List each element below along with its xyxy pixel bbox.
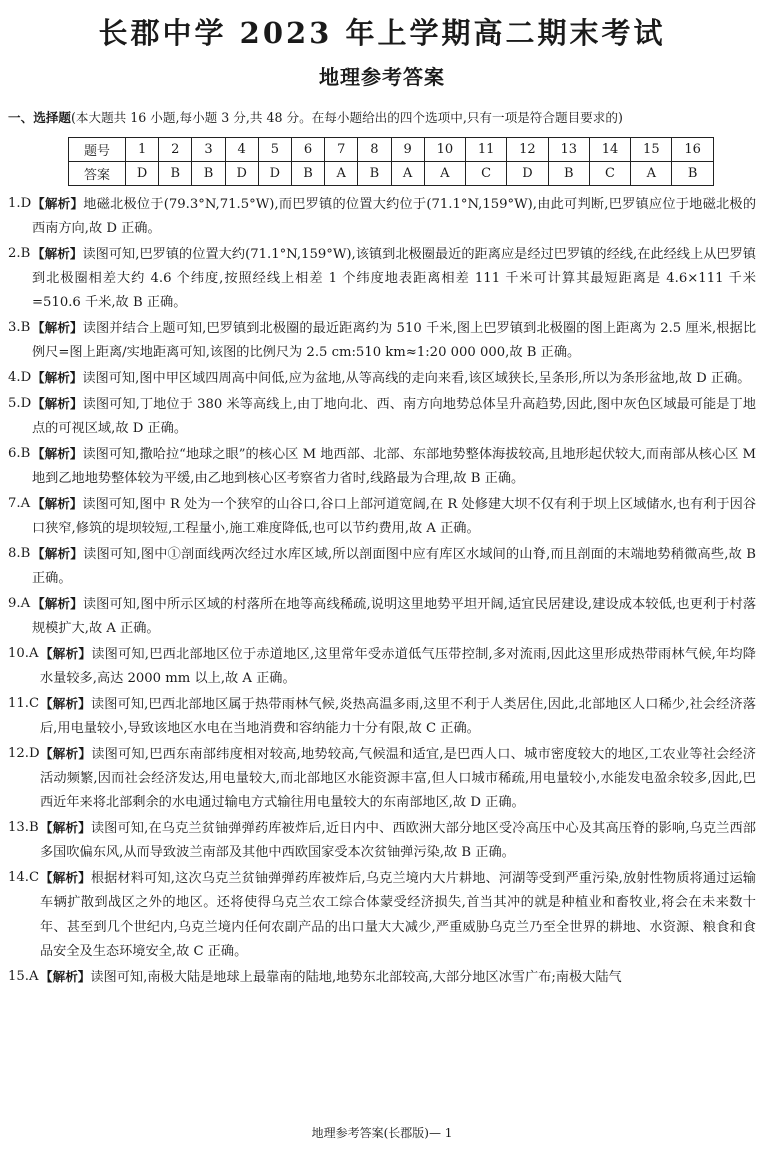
analysis-list [8,192,756,990]
item-text: 读图可知,南极大陆是地球上最靠南的陆地,地势东北部较高,大部分地区冰雪广布;南极大陆气 [90,969,622,985]
answer-cell: C [465,162,506,186]
analysis-tag: 【解析】 [32,370,83,386]
item-number: 10.A [8,646,39,661]
analysis-item [8,242,756,316]
item-number: 1.D [8,196,32,211]
analysis-item [8,316,756,365]
answer-cell: B [358,162,391,186]
item-number: 2.B [8,246,31,261]
answer-cell: B [672,162,713,186]
analysis-tag: 【解析】 [40,646,92,661]
analysis-tag: 【解析】 [32,396,83,411]
page-title: 长郡中学 2023 年上学期高二期末考试 [98,16,666,50]
analysis-tag: 【解析】 [32,320,83,336]
item-text: 读图可知,图中①剖面线两次经过水库区域,所以剖面图中应有库区水域间的山脊,而且剖面的末端地势稍微高些,故 B 正确。 [32,547,756,587]
question-number-cell: 4 [225,138,258,162]
question-number-cell: 6 [291,138,324,162]
analysis-item [8,366,756,391]
item-text: 读图可知,撒哈拉“地球之眼”的核心区 M 地西部、北部、东部地势整体海拔较高,且地形起伏较大,而南部从核心区 M 地到乙地地势整体较为平缓,由乙地到核心区考察省力省时,线路最为合理,故 B 正确。 [32,447,756,487]
question-number-cell: 5 [258,138,291,162]
analysis-tag: 【解析】 [32,446,83,461]
question-number-cell: 14 [589,138,630,162]
analysis-tag: 【解析】 [32,496,83,511]
analysis-tag: 【解析】 [40,870,91,886]
item-number: 15.A [8,968,39,984]
analysis-tag: 【解析】 [40,696,91,711]
item-number: 6.B [8,446,31,461]
item-text: 读图可知,巴西东南部纬度相对较高,地势较高,气候温和适宜,是巴西人口、城市密度较大的地区,工农业等社会经济活动频繁,因而社会经济发达,用电量较大,而北部地区水能资源丰富,但人口城市稀疏,用电量较小,水能发电盈余较多,因此,巴西近年来将北部剩余的水电通过输电方式输往用电量较大的东南部地区,故 D 正确。 [40,747,756,811]
item-text: 读图可知,巴罗镇的位置大约(71.1°N,159°W),该镇到北极圈最近的距离应是经过巴罗镇的经线,在此经线上从巴罗镇到北极圈相差大约 4.6 个纬度,按照经线上相差 1 个纬度地表距离相差 111 千米可计算其最短距离是 4.6×111 千米=510.6 千米,故 B 正确。 [32,247,756,311]
analysis-item [8,392,756,441]
answer-cell: B [159,162,192,186]
question-number-cell: 10 [424,138,465,162]
answer-cell: D [507,162,548,186]
answer-cell: D [258,162,291,186]
question-number-cell: 3 [192,138,225,162]
analysis-item [8,866,756,964]
item-text: 读图可知,图中甲区域四周高中间低,应为盆地,从等高线的走向来看,该区域狭长,呈条形,所以为条形盆地,故 D 正确。 [82,371,751,387]
analysis-tag: 【解析】 [40,820,91,836]
answer-cell: A [631,162,672,186]
item-number: 14.C [8,870,40,886]
answer-cell: B [192,162,225,186]
item-number: 9.A [8,596,31,611]
item-text: 根据材料可知,这次乌克兰贫铀弹弹药库被炸后,乌克兰境内大片耕地、河湖等受到严重污染,放射性物质将通过运输车辆扩散到战区之外的地区。还将使得乌克兰农工综合体蒙受经济损失,首当其冲的就是种植业和畜牧业,将会在未来数十年、甚至到几个世纪内,乌克兰境内任何农副产品的出口量大大减少,严重威胁乌克兰乃至全世界的耕地、水资源、粮食和食品安全及生态环境安全,故 C 正确。 [40,871,756,959]
item-text: 读图可知,巴西北部地区位于赤道地区,这里常年受赤道低气压带控制,多对流雨,因此这里形成热带雨林气候,年均降水量较多,高达 2000 mm 以上,故 A 正确。 [40,647,756,687]
item-text: 地磁北极位于(79.3°N,71.5°W),而巴罗镇的位置大约位于(71.1°N,159°W),由此可判断,巴罗镇应位于地磁北极的西南方向,故 D 正确。 [32,197,757,237]
analysis-item [8,442,756,491]
question-number-cell: 12 [507,138,548,162]
answer-table-number-row [69,138,714,162]
question-number-cell: 2 [159,138,192,162]
item-text: 读图可知,在乌克兰贫铀弹弹药库被炸后,近日内中、西欧洲大部分地区受冷高压中心及其高压脊的影响,乌克兰西部多国吹偏东风,从而导致波兰南部及其他中西欧国家受本次贫铀弹污染,故 B 正确。 [40,821,756,861]
item-number: 12.D [8,746,40,761]
analysis-item [8,816,756,865]
answer-cell: A [325,162,358,186]
answer-cell: D [225,162,258,186]
analysis-item [8,542,756,591]
item-number: 11.C [8,696,40,711]
item-text: 读图可知,巴西北部地区属于热带雨林气候,炎热高温多雨,这里不利于人类居住,因此,北部地区人口稀少,社会经济落后,用电量较小,导致该地区水电在当地消费和容纳能力十分有限,故 C 正确。 [40,697,756,737]
analysis-tag: 【解析】 [32,246,83,261]
answer-table [68,137,714,186]
analysis-item [8,965,756,990]
question-number-cell: 13 [548,138,589,162]
row-label-answer: 答案 [69,162,126,186]
question-number-cell: 11 [465,138,506,162]
answer-cell: C [589,162,630,186]
analysis-item [8,492,756,541]
item-number: 4.D [8,370,32,386]
item-text: 读图并结合上题可知,巴罗镇到北极圈的最近距离约为 510 千米,图上巴罗镇到北极圈的图上距离为 2.5 厘米,根据比例尺=图上距离/实地距离可知,该图的比例尺为 2.5 cm:510 km≈1:20 000 000,故 B 正确。 [32,321,757,361]
item-number: 5.D [8,396,32,411]
analysis-item [8,192,756,241]
item-text: 读图可知,图中所示区域的村落所在地等高线稀疏,说明这里地势平坦开阔,适宜民居建设,建设成本较低,也更利于村落规模扩大,故 A 正确。 [32,597,757,637]
section-note: (本大题共 16 小题,每小题 3 分,共 48 分。在每小题给出的四个选项中,只有一项是符合题目要求的) [70,110,623,125]
analysis-item [8,592,756,641]
question-number-cell: 1 [126,138,159,162]
row-label-number: 题号 [69,138,126,162]
answer-cell: B [548,162,589,186]
page-footer: 地理参考答案(长郡版)— 1 [311,1126,453,1140]
question-number-cell: 7 [325,138,358,162]
answer-cell: A [391,162,424,186]
question-number-cell: 15 [631,138,672,162]
item-number: 3.B [8,320,31,336]
answer-cell: A [424,162,465,186]
answer-cell: B [291,162,324,186]
item-text: 读图可知,图中 R 处为一个狭窄的山谷口,谷口上部河道宽阔,在 R 处修建大坝不仅有利于坝上区域储水,也有利于因谷口狭窄,修筑的堤坝较短,工程量小,施工难度降低,也可以节约费用,故 A 正确。 [32,497,757,537]
question-number-cell: 8 [358,138,391,162]
answer-cell: D [126,162,159,186]
section-heading [8,109,756,127]
analysis-tag: 【解析】 [32,546,84,561]
analysis-tag: 【解析】 [40,746,92,761]
item-number: 7.A [8,496,31,511]
item-number: 8.B [8,546,31,561]
analysis-item [8,692,756,741]
analysis-item [8,642,756,691]
item-text: 读图可知,丁地位于 380 米等高线上,由丁地向北、西、南方向地势总体呈升高趋势,因此,图中灰色区域最可能是丁地点的可视区域,故 D 正确。 [32,397,756,437]
question-number-cell: 9 [391,138,424,162]
question-number-cell: 16 [672,138,713,162]
item-number: 13.B [8,820,39,836]
analysis-item [8,742,756,816]
answer-table-answer-row [69,162,714,186]
analysis-tag: 【解析】 [32,596,83,611]
page-subtitle: 地理参考答案 [319,65,445,89]
section-title: 一、选择题 [8,110,71,125]
analysis-tag: 【解析】 [40,968,91,984]
analysis-tag: 【解析】 [32,196,84,211]
